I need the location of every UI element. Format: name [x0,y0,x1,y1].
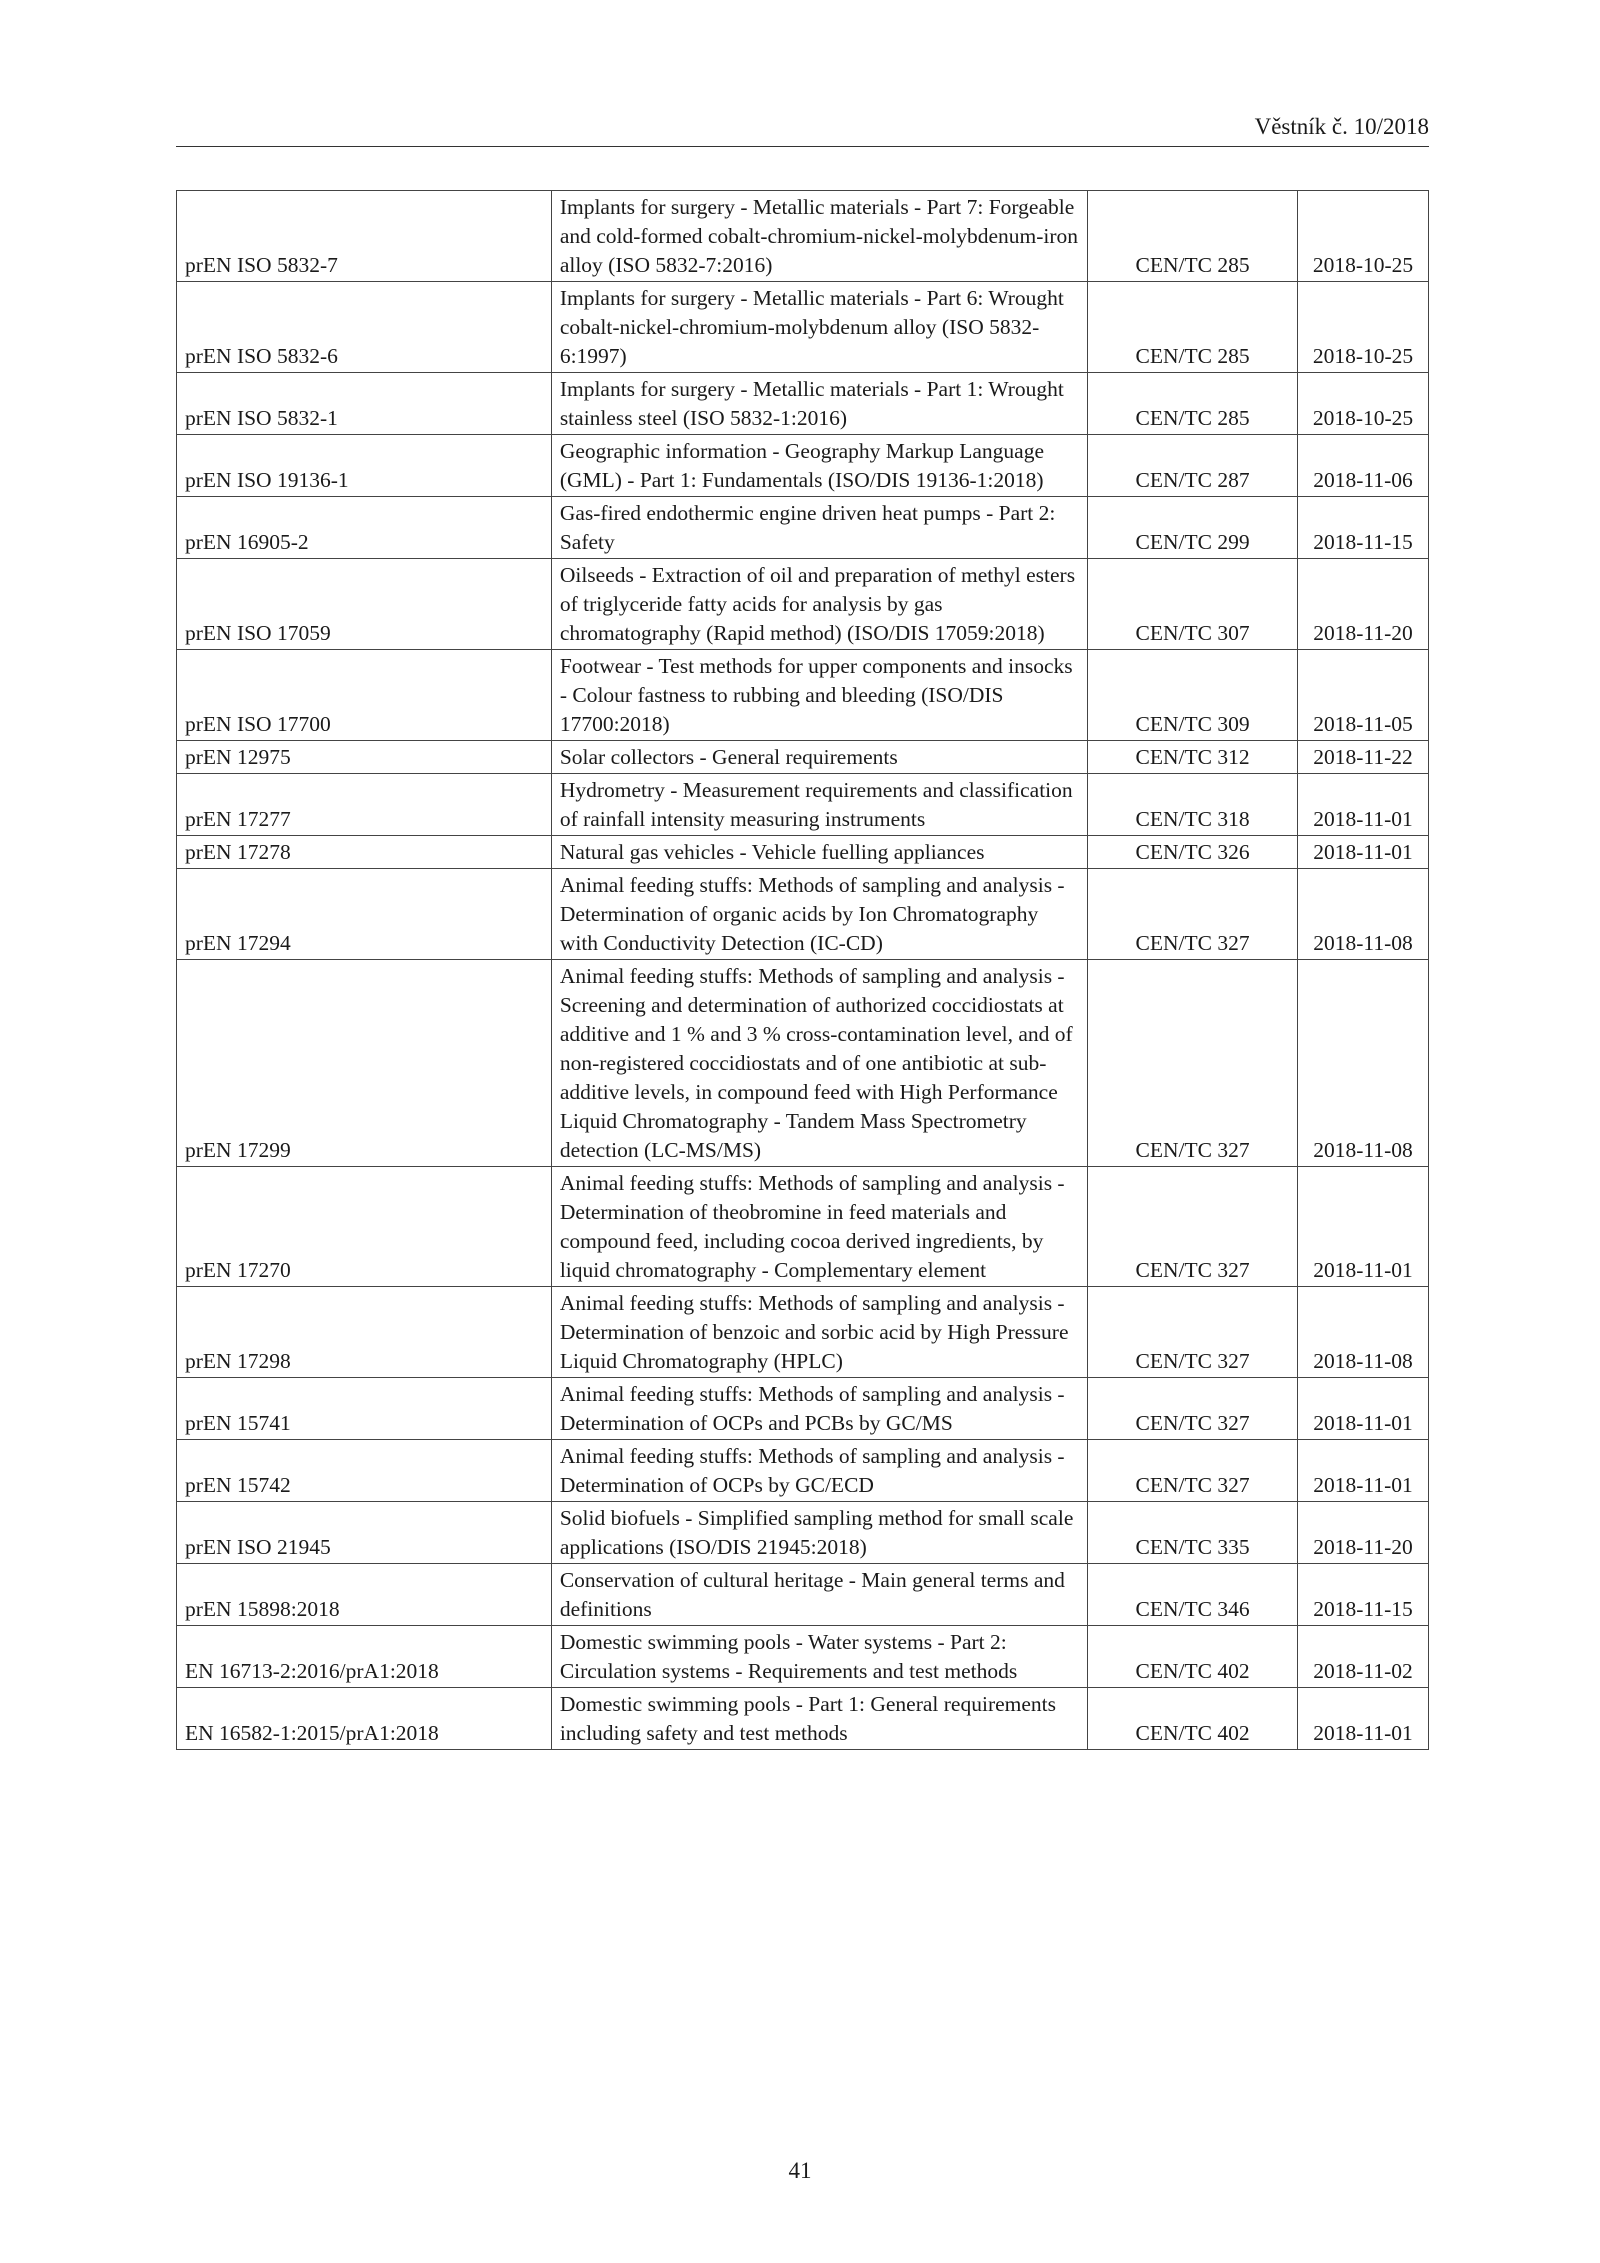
deadline-date: 2018-11-08 [1298,869,1429,960]
technical-committee: CEN/TC 335 [1088,1502,1298,1564]
standard-designation: prEN 17278 [177,836,552,869]
standard-designation: prEN 17299 [177,960,552,1167]
standard-designation: prEN 17270 [177,1167,552,1287]
technical-committee: CEN/TC 402 [1088,1688,1298,1750]
technical-committee: CEN/TC 307 [1088,559,1298,650]
technical-committee: CEN/TC 327 [1088,869,1298,960]
technical-committee: CEN/TC 318 [1088,774,1298,836]
standard-title: Implants for surgery - Metallic materials - Part 6: Wrought cobalt-nickel-chromium-molybdenum alloy (ISO 5832-6:1997) [551,282,1087,373]
standard-designation: EN 16582-1:2015/prA1:2018 [177,1688,552,1750]
standard-title: Hydrometry - Measurement requirements and classification of rainfall intensity measuring instruments [551,774,1087,836]
deadline-date: 2018-10-25 [1298,282,1429,373]
deadline-date: 2018-10-25 [1298,373,1429,435]
standard-title: Animal feeding stuffs: Methods of sampling and analysis - Determination of organic acids by Ion Chromatography with Conductivity Detection (IC-CD) [551,869,1087,960]
technical-committee: CEN/TC 299 [1088,497,1298,559]
page-header [176,108,1429,147]
standard-title: Animal feeding stuffs: Methods of sampling and analysis - Determination of benzoic and sorbic acid by High Pressure Liquid Chromatography (HPLC) [551,1287,1087,1378]
table-row [177,1688,1429,1750]
standard-title: Solid biofuels - Simplified sampling method for small scale applications (ISO/DIS 21945:2018) [551,1502,1087,1564]
deadline-date: 2018-11-01 [1298,1378,1429,1440]
table-row [177,1626,1429,1688]
table-row [177,960,1429,1167]
table-row [177,373,1429,435]
technical-committee: CEN/TC 309 [1088,650,1298,741]
table-row [177,435,1429,497]
deadline-date: 2018-11-22 [1298,741,1429,774]
table-row [177,1378,1429,1440]
deadline-date: 2018-11-01 [1298,1688,1429,1750]
standard-title: Animal feeding stuffs: Methods of sampling and analysis - Determination of OCPs by GC/ECD [551,1440,1087,1502]
standard-designation: prEN ISO 19136-1 [177,435,552,497]
standard-title: Solar collectors - General requirements [551,741,1087,774]
deadline-date: 2018-11-15 [1298,1564,1429,1626]
table-row [177,1564,1429,1626]
standard-title: Oilseeds - Extraction of oil and preparation of methyl esters of triglyceride fatty acids for analysis by gas chromatography (Rapid method) (ISO/DIS 17059:2018) [551,559,1087,650]
table-row [177,497,1429,559]
standard-designation: prEN 17298 [177,1287,552,1378]
page-number: 41 [788,2158,812,2183]
deadline-date: 2018-11-01 [1298,774,1429,836]
table-row [177,1287,1429,1378]
technical-committee: CEN/TC 327 [1088,1440,1298,1502]
technical-committee: CEN/TC 402 [1088,1626,1298,1688]
deadline-date: 2018-11-01 [1298,836,1429,869]
standard-title: Animal feeding stuffs: Methods of sampling and analysis - Screening and determination of authorized coccidiostats at additive and 1 % and 3 % cross-contamination level, and of non-registered coccidiostats and of one antibiotic at sub-additive levels, in compound feed with High Performance Liquid Chromatography - Tandem Mass Spectrometry detection (LC-MS/MS) [551,960,1087,1167]
deadline-date: 2018-11-01 [1298,1440,1429,1502]
technical-committee: CEN/TC 312 [1088,741,1298,774]
table-row [177,774,1429,836]
standard-title: Conservation of cultural heritage - Main general terms and definitions [551,1564,1087,1626]
table-row [177,1440,1429,1502]
standard-designation: prEN 17294 [177,869,552,960]
deadline-date: 2018-11-20 [1298,559,1429,650]
technical-committee: CEN/TC 327 [1088,1287,1298,1378]
standard-designation: prEN ISO 5832-6 [177,282,552,373]
standard-title: Implants for surgery - Metallic materials - Part 1: Wrought stainless steel (ISO 5832-1:2016) [551,373,1087,435]
standard-title: Geographic information - Geography Markup Language (GML) - Part 1: Fundamentals (ISO/DIS 19136-1:2018) [551,435,1087,497]
standard-designation: prEN 15898:2018 [177,1564,552,1626]
technical-committee: CEN/TC 327 [1088,1378,1298,1440]
standard-title: Animal feeding stuffs: Methods of sampling and analysis - Determination of theobromine in feed materials and compound feed, including cocoa derived ingredients, by liquid chromatography - Complementary element [551,1167,1087,1287]
deadline-date: 2018-11-01 [1298,1167,1429,1287]
technical-committee: CEN/TC 327 [1088,1167,1298,1287]
technical-committee: CEN/TC 285 [1088,282,1298,373]
standard-designation: prEN ISO 5832-1 [177,373,552,435]
standard-designation: prEN 16905-2 [177,497,552,559]
deadline-date: 2018-11-08 [1298,1287,1429,1378]
table-row [177,741,1429,774]
standard-title: Gas-fired endothermic engine driven heat pumps - Part 2: Safety [551,497,1087,559]
standard-title: Domestic swimming pools - Part 1: General requirements including safety and test methods [551,1688,1087,1750]
standards-table [176,190,1429,1750]
deadline-date: 2018-11-02 [1298,1626,1429,1688]
standard-designation: prEN ISO 5832-7 [177,191,552,282]
table-row [177,282,1429,373]
technical-committee: CEN/TC 287 [1088,435,1298,497]
table-row [177,191,1429,282]
deadline-date: 2018-11-15 [1298,497,1429,559]
standard-designation: EN 16713-2:2016/prA1:2018 [177,1626,552,1688]
technical-committee: CEN/TC 327 [1088,960,1298,1167]
standard-title: Natural gas vehicles - Vehicle fuelling appliances [551,836,1087,869]
table-row [177,836,1429,869]
table-row [177,559,1429,650]
technical-committee: CEN/TC 326 [1088,836,1298,869]
standard-designation: prEN 15742 [177,1440,552,1502]
deadline-date: 2018-11-06 [1298,435,1429,497]
deadline-date: 2018-11-08 [1298,960,1429,1167]
deadline-date: 2018-11-05 [1298,650,1429,741]
standard-title: Footwear - Test methods for upper components and insocks - Colour fastness to rubbing and bleeding (ISO/DIS 17700:2018) [551,650,1087,741]
technical-committee: CEN/TC 346 [1088,1564,1298,1626]
standard-designation: prEN ISO 17700 [177,650,552,741]
deadline-date: 2018-10-25 [1298,191,1429,282]
standard-title: Animal feeding stuffs: Methods of sampling and analysis - Determination of OCPs and PCBs by GC/MS [551,1378,1087,1440]
standard-designation: prEN ISO 21945 [177,1502,552,1564]
standard-designation: prEN 12975 [177,741,552,774]
journal-issue: Věstník č. 10/2018 [1254,114,1429,139]
technical-committee: CEN/TC 285 [1088,191,1298,282]
table-row [177,869,1429,960]
table-row [177,1167,1429,1287]
table-row [177,650,1429,741]
standard-title: Domestic swimming pools - Water systems - Part 2: Circulation systems - Requirements and test methods [551,1626,1087,1688]
technical-committee: CEN/TC 285 [1088,373,1298,435]
deadline-date: 2018-11-20 [1298,1502,1429,1564]
standard-designation: prEN 15741 [177,1378,552,1440]
standard-title: Implants for surgery - Metallic materials - Part 7: Forgeable and cold-formed cobalt-chromium-nickel-molybdenum-iron alloy (ISO 5832-7:2016) [551,191,1087,282]
standards-table-body [177,191,1429,1750]
standard-designation: prEN 17277 [177,774,552,836]
table-row [177,1502,1429,1564]
standard-designation: prEN ISO 17059 [177,559,552,650]
